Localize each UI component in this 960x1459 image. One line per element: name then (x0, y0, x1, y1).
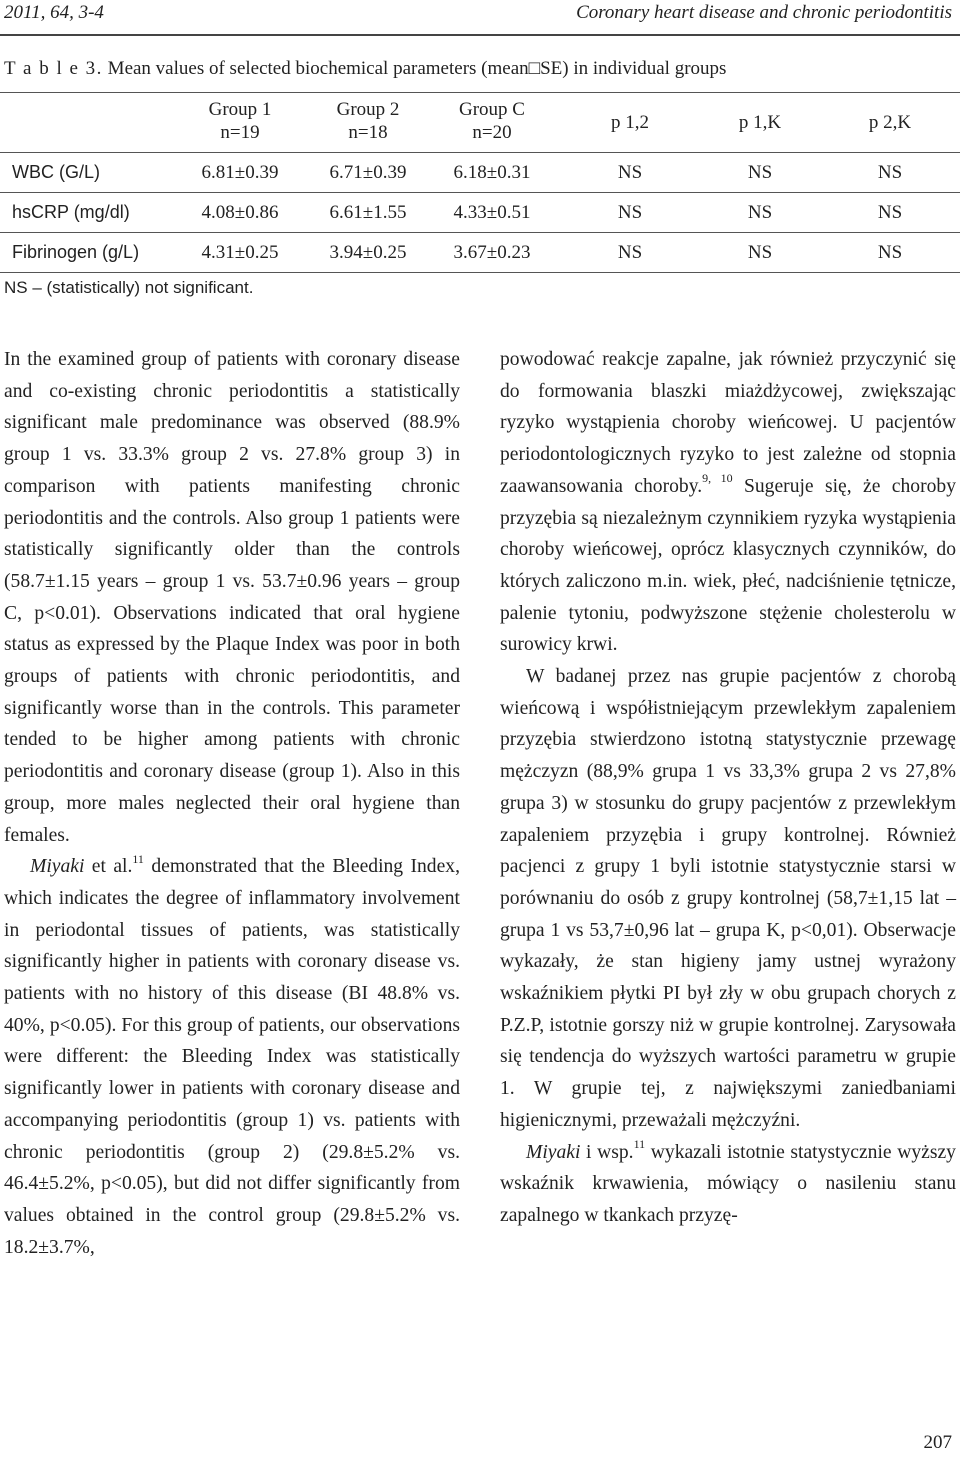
table-footnote: NS – (statistically) not significant. (4, 278, 254, 297)
article-short-title: Coronary heart disease and chronic periodontitis (576, 2, 952, 23)
table-row-rule (0, 232, 960, 233)
row-label-fibrinogen: Fibrinogen (g/L) (12, 242, 140, 262)
page-number: 207 (923, 1432, 952, 1453)
table-cell: NS (877, 162, 903, 183)
col-header-group-2: Group 2 n=18 (336, 99, 400, 143)
table-caption (4, 58, 726, 80)
table-label: T a b l e 3. (4, 58, 103, 79)
paragraph: Miyaki i wsp.$^{11}$ wykazali istotnie statystycznie wyższy wskaźnik krwawienia, mówiący o nasileniu stanu zapalnego w tkankach przyzę- (500, 1137, 956, 1226)
table-row-rule (0, 192, 960, 193)
paragraph: W badanej przez nas grupie pacjentów z chorobą wieńcową i współistniejącym przewlekłym zapaleniem przyzębia stwierdzono istotną statystycznie przewagę mężczyzn (88,9% grupa 1 vs 33,3% grupa 2 vs 27,8% grupa 3) w stosunku do grupy pacjentów z przewlekłym zapaleniem przyzębia i grupy kontrolnej. Również pacjenci z grupy 1 byli istotnie statystycznie starsi w porównaniu do osób z grupy kontrolnej (58,7±1,15 lat – grupa 1 vs 53,7±0,96 lat – grupa K, p<0,01). Obserwacje wykazały, że stan higieny jamy ustnej wyrażony wskaźnikiem płytki PI był zły w obu grupach chorych z P.Z.P, istotnie gorszy niż w grupie kontrolnej. Zarysowała się tendencja do wyższych wartości parametru w grupie 1. W grupie tej, z największymi zaniedbaniami higienicznymi, przeważali mężczyźni. (500, 666, 956, 1131)
table-cell: NS (747, 202, 773, 223)
table-cell: NS (617, 162, 643, 183)
reference-marker: 9, 10 (702, 471, 733, 486)
paragraph: Miyaki et al.$^{11}$ demonstrated that the Bleeding Index, which indicates the degree of inflammatory involvement in periodontal tissues of patients, was statistically significantly higher in patients with coronary disease vs. patients with no history of this disease (BI 48.8% vs. 40%, p<0.05). For this group of patients, our observations were different: the Bleeding Index was statistically significantly lower in patients with coronary disease and accompanying periodontitis (group 1) vs. patients with chronic periodontitis (group 2) (29.8±5.2% vs. 46.4±5.2%, p<0.05), but did not differ significantly from values obtained in the control group (29.8±5.2% vs. 18.2±3.7%, (4, 851, 460, 1258)
col-header-group-1: Group 1 n=19 (208, 99, 272, 143)
table-cell: 6.81±0.39 (201, 162, 279, 183)
table-cell: NS (617, 242, 643, 263)
paragraph: powodować reakcje zapalne, jak również przyczynić się do formowania blaszki miażdżycowej, zwiększając ryzyko wystąpienia choroby wieńcowej. U pacjentów periodontologicznych ryzyko to jest zależne od stopnia zaawansowania choroby.$^{9, 10}$ Sugeruje się, że choroby przyzębia są niezależnym czynnikiem ryzyka wystąpienia choroby wieńcowej, oprócz klasycznych czynników, do których zaliczono m.in. wiek, płeć, nadciśnienie tętnicze, palenie tytoniu, podwyższone stężenie cholesterolu w surowicy krwi. (500, 349, 956, 656)
paragraph: In the examined group of patients with coronary disease and co-existing chronic periodontitis a statistically significant male predominance was observed (88.9% group 1 vs. 33.3% group 2 vs. 27.8% group 3) in comparison with patients manifesting chronic periodontitis and the controls. Also group 1 patients were statistically significantly older than the controls (58.7±1.15 years – group 1 vs. 53.7±0.96 years – group C, p<0.01). Observations indicated that oral hygiene status as expressed by the Plaque Index was poor in both groups of patients with chronic periodontitis, and significantly worse than in the controls. This parameter tended to be higher among patients with chronic periodontitis and coronary disease (group 1). Also in this group, more males neglected their oral hygiene than females. (4, 349, 460, 846)
table-header-rule (0, 152, 960, 153)
journal-issue: 2011, 64, 3-4 (4, 2, 104, 23)
col-header-group-c: Group C n=20 (459, 99, 525, 143)
col-header-p1k: p 1,K (738, 112, 782, 133)
table-cell: 4.08±0.86 (201, 202, 279, 223)
author-name: Miyaki (526, 1141, 581, 1163)
col-header-p2k: p 2,K (868, 112, 912, 133)
table-cell: 3.67±0.23 (453, 242, 531, 263)
table-cell: 6.61±1.55 (329, 202, 407, 223)
table-cell: 4.31±0.25 (201, 242, 279, 263)
running-head (4, 2, 952, 28)
table-cell: NS (747, 242, 773, 263)
table-top-rule (0, 92, 960, 93)
table-cell: NS (877, 242, 903, 263)
reference-marker: 11 (633, 1137, 646, 1152)
header-rule (0, 34, 960, 36)
table-cell: 6.18±0.31 (453, 162, 531, 183)
table-cell: NS (877, 202, 903, 223)
table-cell: 4.33±0.51 (453, 202, 531, 223)
author-name: Miyaki (30, 856, 85, 878)
table-cell: 6.71±0.39 (329, 162, 407, 183)
col-header-p12: p 1,2 (611, 112, 649, 133)
table-cell: NS (747, 162, 773, 183)
table-bottom-rule (0, 272, 960, 273)
table-cell: 3.94±0.25 (329, 242, 407, 263)
row-label-hscrp: hsCRP (mg/dl) (12, 202, 130, 222)
reference-marker: 11 (132, 851, 144, 866)
row-label-wbc: WBC (G/L) (12, 162, 100, 182)
left-column (4, 344, 460, 1263)
table-caption-text: Mean values of selected biochemical parameters (mean□SE) in individual groups (107, 58, 727, 79)
right-column (500, 344, 956, 1232)
table-cell: NS (617, 202, 643, 223)
